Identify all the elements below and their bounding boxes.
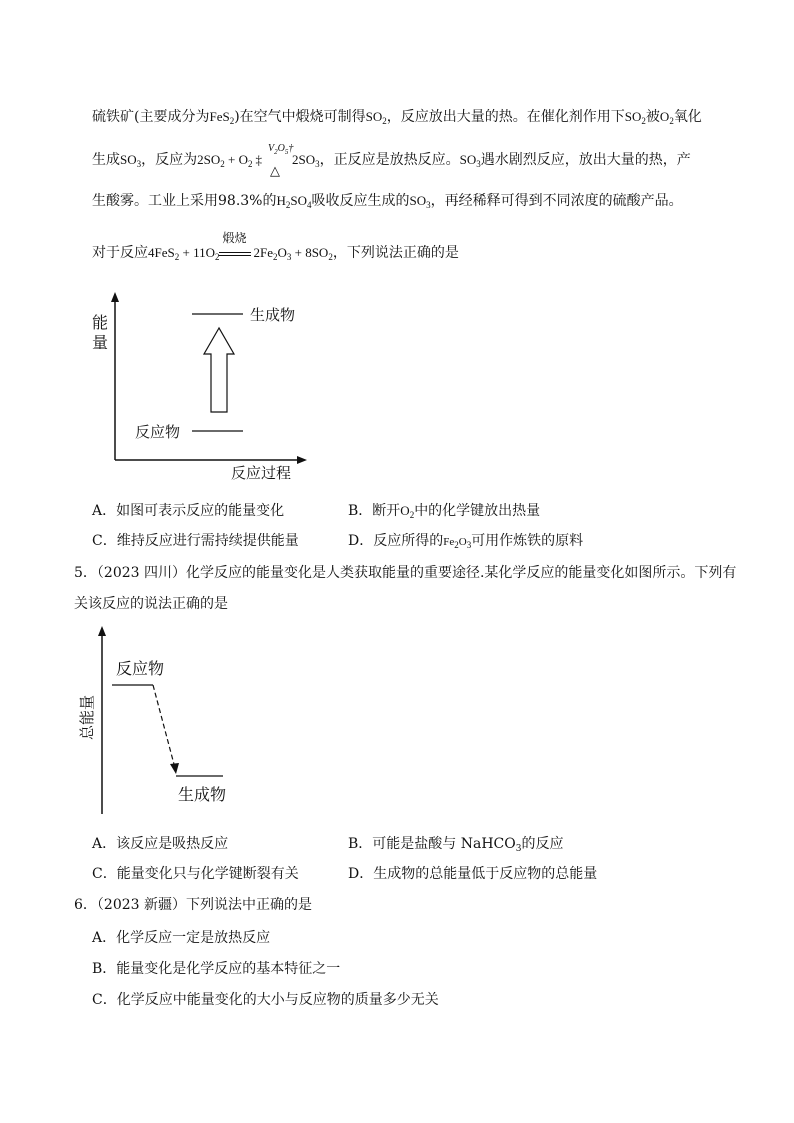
option-text: B．可能是盐酸与 NaHCO [348,836,516,852]
text: 氧化 [673,109,702,125]
formula-text: FeS [209,109,230,124]
x-axis-label: 反应过程 [231,464,292,482]
formula [366,109,387,124]
text: 遇水剧烈反应，放出大量的热，产 [480,152,691,168]
text: 被 [645,109,660,125]
q5-option-b[interactable] [348,833,563,853]
text: ，下列说法正确的是 [332,245,459,261]
formula-text: + 11O [179,245,215,260]
equation [148,231,333,262]
heat-symbol: △ [269,163,280,179]
subscript: 2 [272,252,278,262]
subscript: 2 [382,116,387,126]
transition-arrowhead [170,763,179,774]
text: 生成 [92,152,120,168]
formula-text: SO [409,193,427,208]
intro-line-2 [92,143,691,179]
catalyst-tail: † [288,143,294,155]
subscript: 3 [136,159,142,169]
text: 吸收反应生成的 [311,193,410,209]
intro-line-4 [92,231,459,262]
q5-option-c[interactable]: C．能量变化只与化学键断裂有关 [92,866,299,882]
formula-text: O [458,536,467,548]
formula [625,109,646,124]
formula-text: 4FeS [148,245,175,260]
subscript: 2 [454,540,459,550]
subscript: 2 [174,252,180,262]
condition-label: 煅烧 [222,231,247,246]
catalyst-v: V [267,143,275,155]
equation [197,143,320,179]
q4-option-d[interactable] [348,530,583,550]
formula-text: + O [224,152,248,167]
formula [400,503,414,518]
formula [460,152,481,167]
intro-line-1 [92,110,702,124]
catalyst-label [268,142,293,156]
option-text: 的反应 [521,836,564,852]
text: ，正反应是放热反应。 [319,152,460,168]
energy-diagram-1 [80,288,320,488]
formula-text: O [277,245,287,260]
option-text: B．断开 [348,503,401,519]
option-text: D．反应所得的 [348,533,444,549]
double-line [219,252,251,256]
formula-text: SO [624,109,642,124]
subscript: 2 [285,200,291,210]
subscript: 3 [476,159,481,169]
formula [660,109,674,124]
formula-text: SO [365,109,383,124]
subscript: 2 [409,510,415,520]
q4-option-b[interactable] [348,500,540,520]
y-axis-arrow [98,626,106,636]
text: )在空气中煅烧可制得 [234,109,366,125]
reactant-label: 反应物 [116,659,165,678]
q6-stem: 6．（2023 新疆）下列说法中正确的是 [74,897,312,913]
q4-option-c[interactable]: C．维持反应进行需持续提供能量 [92,533,299,549]
subscript: 2 [669,116,674,126]
subscript: 2 [328,252,333,262]
formula [120,152,141,167]
formula-text: 2SO [291,152,316,167]
reactant-label: 反应物 [135,423,181,441]
reaction-condition [219,231,253,261]
up-arrow [204,328,234,412]
formula [276,193,311,208]
q6-option-b[interactable]: B．能量变化是化学反应的基本特征之一 [92,961,341,977]
formula-text: SO [290,193,307,208]
text: 对于反应 [92,245,148,261]
q4-option-a[interactable]: A．如图可表示反应的能量变化 [92,503,285,519]
formula-text: Fe [443,536,455,548]
formula-text: SO [459,152,477,167]
subscript: 4 [307,200,312,210]
formula-text: SO [120,152,137,167]
y-axis-label-2: 量 [92,333,109,352]
subscript: 3 [515,844,522,854]
subscript: 2 [247,159,253,169]
formula [410,193,431,208]
q6-option-a[interactable]: A．化学反应一定是放热反应 [92,930,271,946]
q5-stem-line-2: 关该反应的说法正确的是 [74,596,228,612]
option-text: 可用作炼铁的原料 [471,533,584,549]
subscript: 3 [286,252,292,262]
q5-option-a[interactable]: A．该反应是吸热反应 [92,836,229,852]
subscript: 2 [220,159,225,169]
text: ，反应为 [141,152,198,168]
subscript: 2 [214,252,220,262]
y-axis-arrow [111,292,119,302]
y-axis-label-1: 能 [92,313,109,332]
formula-text: 2Fe [253,245,273,260]
text: 生酸雾。工业上采用98.3%的 [92,193,277,209]
formula-text: O [400,503,410,518]
text: 硫铁矿(主要成分为 [92,109,210,125]
subscript: 3 [315,159,320,169]
intro-line-3 [92,194,683,208]
text: ，反应放出大量的热。在催化剂作用下 [386,109,625,125]
subscript: 2 [229,116,235,126]
formula-text: H [276,193,286,208]
q6-option-c[interactable]: C．化学反应中能量变化的大小与反应物的质量多少无关 [92,992,439,1008]
formula-text: + 8SO [291,245,329,260]
formula-text: O [659,109,670,124]
formula-text: 2SO [197,152,221,167]
product-label: 生成物 [178,785,227,804]
catalyst-o: O [277,143,285,155]
subscript: 5 [284,148,289,157]
formula [209,109,234,124]
subscript: 3 [466,540,472,550]
product-label: 生成物 [250,306,296,324]
subscript: 2 [274,148,278,157]
transition-arrow-line [153,685,175,768]
q5-option-d[interactable]: D．生成物的总能量低于反应物的总能量 [348,866,598,882]
formula [443,536,471,548]
subscript: 3 [426,200,431,210]
x-axis-arrow [297,456,307,464]
reaction-condition [262,143,294,179]
energy-diagram-2 [70,622,250,817]
formula-text: ‡ [255,152,262,167]
y-axis-label: 总能量 [78,694,96,740]
text: ，再经稀释可得到不同浓度的硫酸产品。 [430,193,683,209]
q5-stem-line-1: 5．（2023 四川）化学反应的能量变化是人类获取能量的重要途径.某化学反应的能量变化如图所示。下列有 [74,565,737,581]
subscript: 2 [641,116,646,126]
option-text: 中的化学键放出热量 [414,503,541,519]
